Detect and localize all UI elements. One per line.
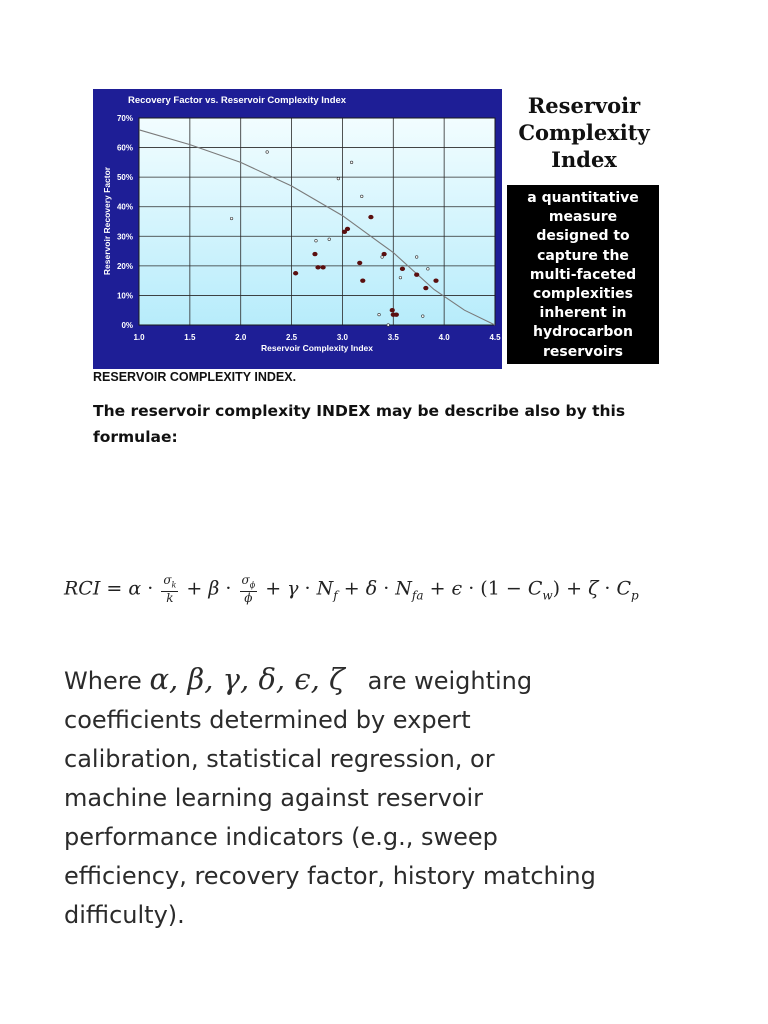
data-point-hollow	[328, 238, 331, 241]
x-tick-label: 3.0	[336, 333, 348, 342]
definition-line: complexities	[533, 286, 633, 303]
greek-coefficients: α, β, γ, δ, ϵ, ζ	[149, 662, 345, 696]
data-point-filled	[368, 215, 373, 219]
data-point-hollow	[360, 195, 363, 198]
card-title-line: Index	[551, 147, 617, 172]
data-point-hollow	[427, 268, 430, 271]
sigma-k-fraction	[161, 574, 178, 605]
epsilon-symbol: ϵ	[451, 577, 463, 600]
x-tick-label: 4.0	[438, 333, 450, 342]
data-point-filled	[400, 267, 405, 271]
y-tick-label: 20%	[116, 261, 133, 271]
card-title	[508, 92, 660, 184]
definition-line: hydrocarbon	[533, 324, 633, 341]
definition-line: capture the	[537, 247, 629, 264]
x-tick-label: 4.5	[489, 333, 501, 342]
subscript-phi: ϕ	[249, 580, 256, 590]
scatter-plot	[93, 89, 502, 369]
nfa-subscript: fa	[411, 588, 424, 603]
x-tick-label: 2.0	[235, 333, 247, 342]
data-point-filled	[423, 286, 428, 290]
data-point-hollow	[337, 177, 340, 180]
where-line: calibration, statistical regression, or	[64, 745, 495, 773]
sigma-phi-fraction	[240, 574, 258, 605]
y-axis-label: Reservoir Recovery Factor	[102, 166, 112, 276]
data-point-hollow	[421, 315, 424, 318]
definition-line: designed to	[536, 228, 630, 245]
data-point-filled	[315, 265, 320, 269]
x-tick-label: 1.0	[133, 333, 145, 342]
definition-line: measure	[548, 209, 618, 226]
plot-area	[139, 118, 495, 325]
data-point-hollow	[315, 239, 318, 242]
x-tick-label: 2.5	[286, 333, 298, 342]
definition-line: multi-faceted	[529, 266, 637, 283]
y-tick-label: 0%	[121, 321, 133, 330]
y-tick-label: 60%	[116, 143, 133, 153]
data-point-hollow	[381, 256, 384, 259]
card-title-line: Reservoir	[527, 93, 641, 118]
phi-symbol: ϕ	[244, 591, 253, 606]
data-point-filled	[394, 312, 399, 316]
definition-line: inherent in	[539, 305, 627, 322]
recovery-factor-chart	[93, 89, 502, 369]
card-title-line: Complexity	[518, 120, 650, 145]
where-line: efficiency, recovery factor, history matching	[64, 862, 596, 890]
data-point-hollow	[266, 151, 269, 154]
sigma-symbol: σ	[163, 573, 172, 587]
k-symbol: k	[166, 591, 174, 606]
data-point-hollow	[230, 217, 233, 220]
data-point-hollow	[399, 276, 402, 279]
zeta-symbol: ζ	[588, 577, 599, 600]
where-word: Where	[64, 667, 142, 695]
intro-line: The reservoir complexity INDEX may be describe also by this	[93, 402, 626, 420]
where-first-line	[64, 660, 704, 701]
x-tick-label: 1.5	[184, 333, 196, 342]
data-point-filled	[360, 278, 365, 282]
data-point-hollow	[378, 313, 381, 316]
formula-lhs: RCI	[64, 577, 101, 600]
where-line: are weighting	[367, 667, 533, 695]
where-paragraph	[64, 660, 704, 935]
intro-line: formulae:	[93, 428, 178, 446]
cw-subscript: w	[542, 588, 553, 603]
figure-caption: RESERVOIR COMPLEXITY INDEX.	[93, 370, 297, 384]
data-point-filled	[312, 252, 317, 256]
data-point-hollow	[387, 324, 390, 327]
beta-symbol: β	[208, 577, 220, 600]
x-axis-label: Reservoir Complexity Index	[261, 343, 373, 353]
where-line: difficulty).	[64, 901, 185, 929]
where-line: performance indicators (e.g., sweep	[64, 823, 498, 851]
x-tick-label: 3.5	[387, 333, 399, 342]
y-tick-label: 50%	[116, 173, 133, 183]
alpha-symbol: α	[128, 577, 142, 600]
definition-line: reservoirs	[543, 343, 623, 360]
data-point-filled	[414, 273, 419, 277]
cp-subscript: p	[631, 588, 639, 603]
definition-box	[507, 185, 659, 364]
subscript-k: k	[171, 580, 177, 590]
nf-subscript: f	[333, 588, 338, 603]
data-point-hollow	[415, 256, 418, 259]
delta-symbol: δ	[365, 577, 378, 600]
y-tick-label: 10%	[116, 291, 133, 301]
data-point-filled	[390, 308, 395, 312]
y-tick-label: 40%	[116, 202, 133, 212]
y-tick-label: 30%	[116, 232, 133, 242]
rci-formula: RCI = α · $\frac{\sigma_k}{k}$ + β · $\frac{\sigma_\phi}{\phi}$ + $\gamma \cdot N_f + \delta \cdot N_{fa} + \epsilon \cdot (1 - C_w) + \zeta \cdot C_p$	[64, 573, 639, 606]
data-point-filled	[433, 278, 438, 282]
gamma-symbol: γ	[287, 577, 299, 600]
where-line: coefficients determined by expert	[64, 706, 471, 734]
intro-paragraph	[93, 398, 693, 450]
data-point-filled	[345, 227, 350, 231]
y-tick-label: 70%	[116, 114, 133, 123]
data-point-filled	[293, 271, 298, 275]
data-point-filled	[357, 261, 362, 265]
data-point-filled	[321, 265, 326, 269]
where-line: machine learning against reservoir	[64, 784, 484, 812]
definition-line: a quantitative	[527, 190, 639, 206]
chart-title: Recovery Factor vs. Reservoir Complexity Index	[128, 95, 347, 106]
sigma-symbol: σ	[241, 573, 250, 587]
data-point-hollow	[350, 161, 353, 164]
